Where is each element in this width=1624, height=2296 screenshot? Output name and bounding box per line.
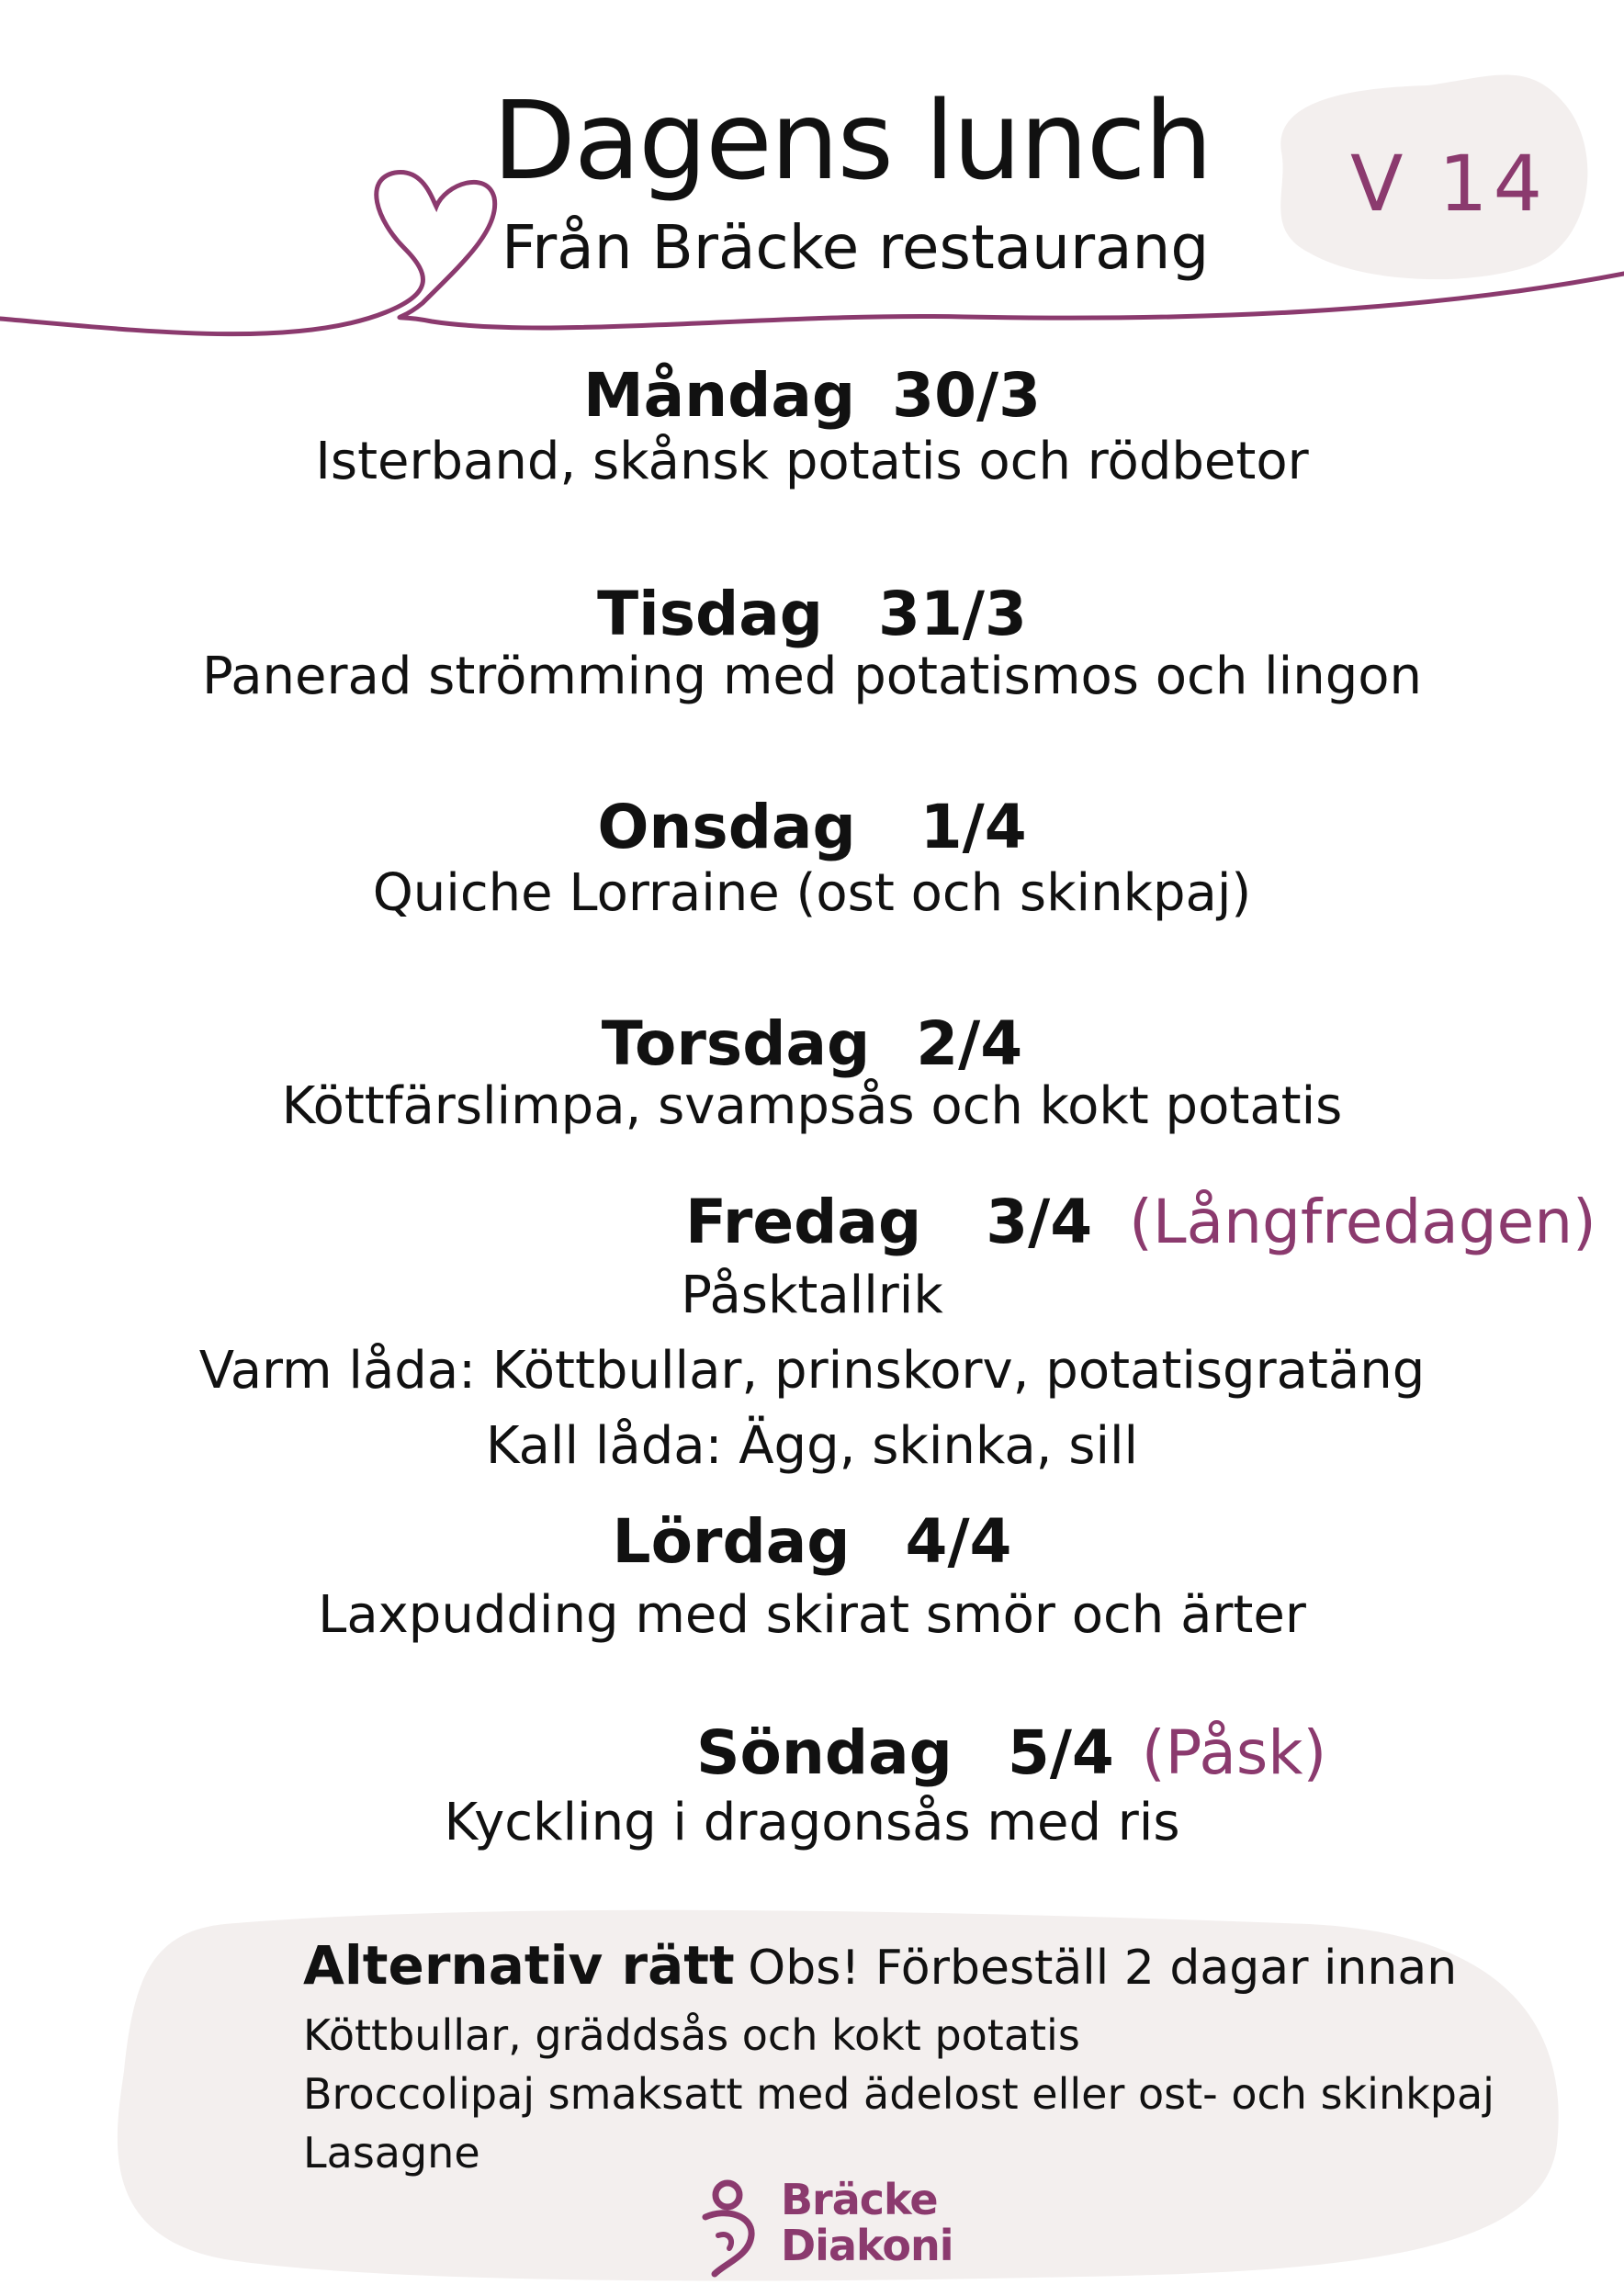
dish-tuesday: Panerad strömming med potatismos och lingon xyxy=(201,647,1423,706)
day-heading-friday xyxy=(685,1187,1596,1258)
dish-friday-2: Varm låda: Köttbullar, prinskorv, potatisgratäng xyxy=(198,1341,1426,1401)
day-heading-thursday xyxy=(0,1008,1624,1080)
day-name: Torsdag xyxy=(601,1008,871,1079)
day-date: 3/4 xyxy=(986,1187,1093,1257)
dish-saturday: Laxpudding med skirat smör och ärter xyxy=(318,1585,1306,1645)
day-note: (Långfredagen) xyxy=(1129,1187,1596,1257)
logo-text xyxy=(781,2177,953,2268)
dish-friday-3: Kall låda: Ägg, skinka, sill xyxy=(485,1416,1139,1476)
alternative-item: Lasagne xyxy=(303,2128,480,2178)
dish-sunday: Kyckling i dragonsås med ris xyxy=(444,1793,1180,1852)
day-heading-monday xyxy=(0,360,1624,432)
alternative-heading-row xyxy=(303,1934,1458,1997)
day-name: Fredag xyxy=(685,1187,922,1257)
day-date: 30/3 xyxy=(892,360,1042,431)
day-date: 5/4 xyxy=(1007,1717,1114,1788)
day-date: 2/4 xyxy=(916,1008,1023,1079)
dish-thursday: Köttfärslimpa, svampsås och kokt potatis xyxy=(281,1076,1343,1136)
day-name: Söndag xyxy=(696,1717,953,1788)
dish-monday: Isterband, skånsk potatis och rödbetor xyxy=(315,432,1309,491)
day-heading-saturday xyxy=(0,1506,1624,1578)
alternative-item: Köttbullar, gräddsås och kokt potatis xyxy=(303,2010,1080,2060)
day-name: Tisdag xyxy=(597,579,824,649)
logo-line-2: Diakoni xyxy=(781,2221,953,2270)
logo-line-1: Bräcke xyxy=(781,2175,938,2224)
day-date: 4/4 xyxy=(905,1506,1012,1577)
week-number: V 14 xyxy=(1350,139,1549,229)
alternative-heading: Alternativ rätt xyxy=(303,1934,735,1997)
day-note: (Påsk) xyxy=(1141,1717,1327,1788)
day-date: 1/4 xyxy=(919,792,1027,862)
day-date: 31/3 xyxy=(878,579,1027,649)
day-heading-tuesday xyxy=(0,579,1624,650)
page-subtitle: Från Bräcke restaurang xyxy=(502,212,1210,283)
bracke-diakoni-logo-icon xyxy=(698,2178,762,2278)
day-name: Måndag xyxy=(582,360,856,431)
day-heading-wednesday xyxy=(0,792,1624,863)
dish-wednesday: Quiche Lorraine (ost och skinkpaj) xyxy=(372,863,1252,923)
page-title: Dagens lunch xyxy=(492,77,1212,204)
dish-friday-1: Påsktallrik xyxy=(681,1266,943,1325)
alternative-item: Broccolipaj smaksatt med ädelost eller ost- och skinkpaj xyxy=(303,2069,1494,2119)
alternative-note: Obs! Förbeställ 2 dagar innan xyxy=(748,1941,1458,1996)
day-name: Lördag xyxy=(612,1506,851,1577)
day-name: Onsdag xyxy=(597,792,856,862)
day-heading-sunday xyxy=(696,1717,1326,1789)
